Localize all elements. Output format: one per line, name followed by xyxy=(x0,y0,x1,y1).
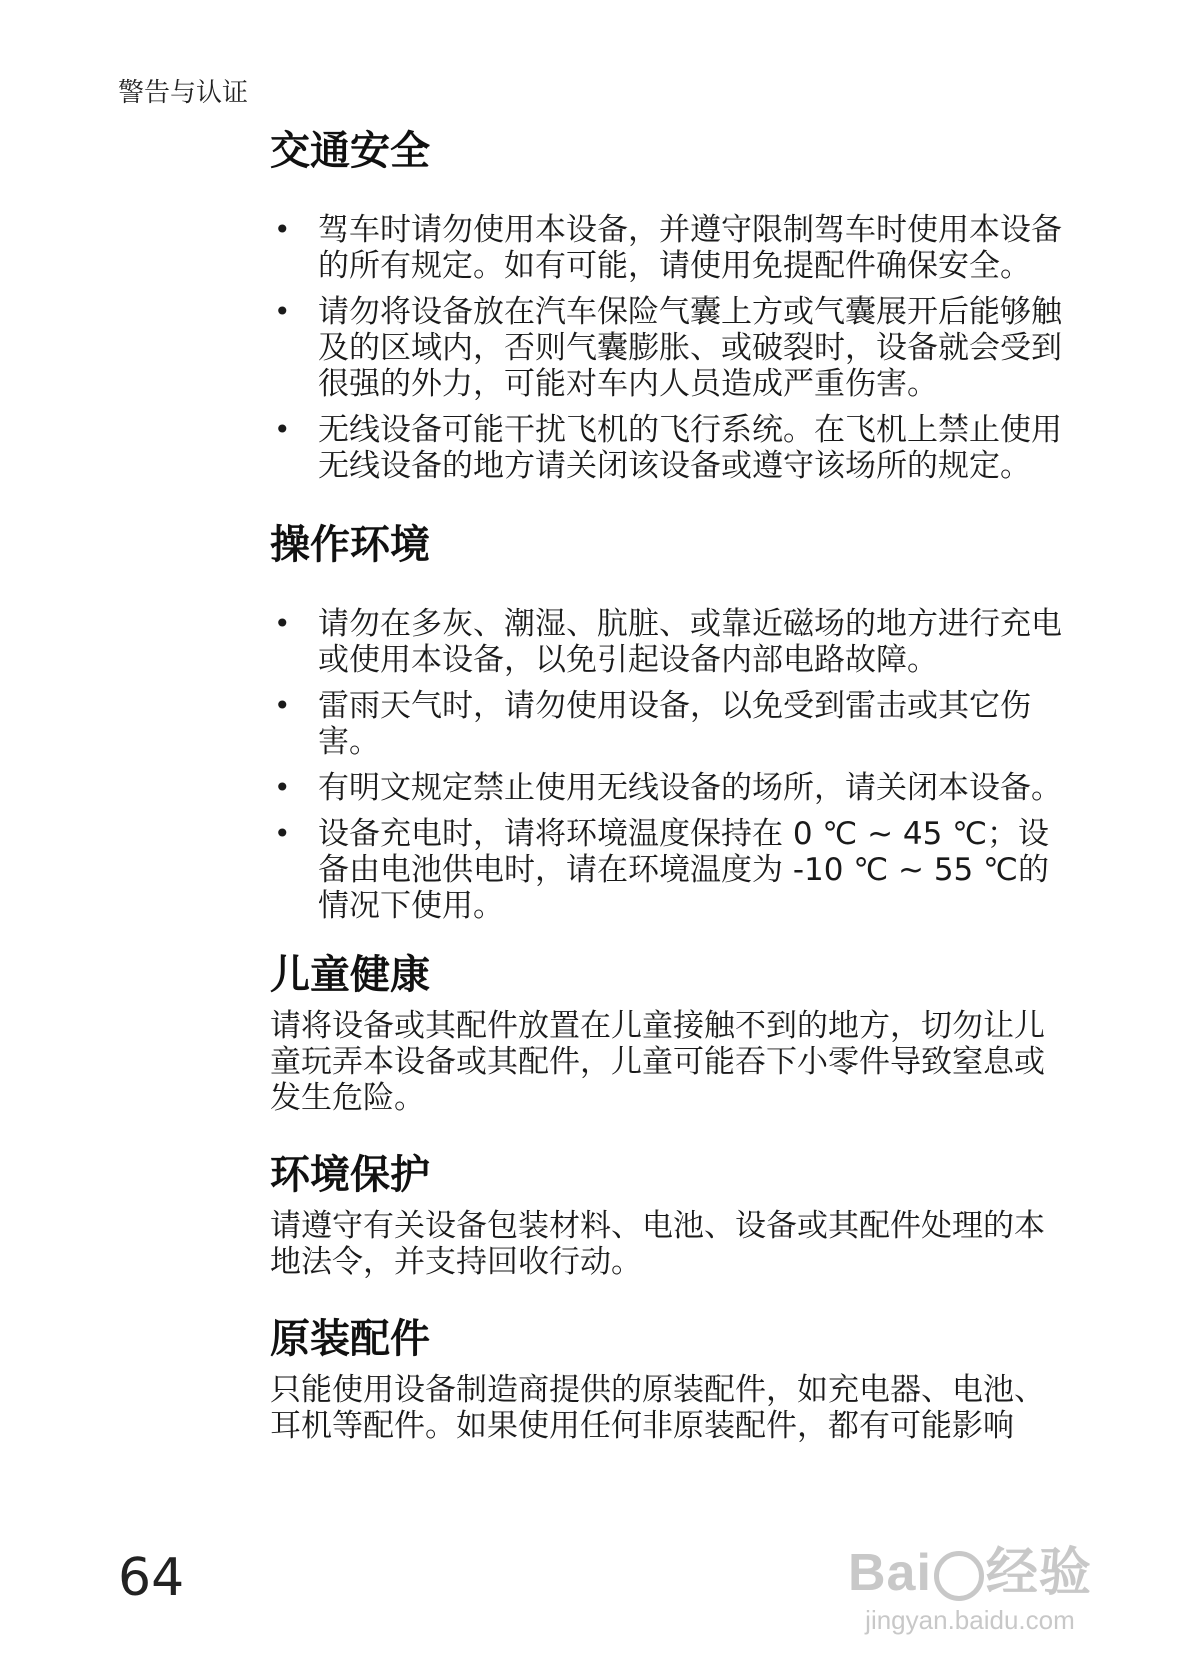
bullet-icon: • xyxy=(274,817,291,850)
section-operating-environment xyxy=(270,512,1070,924)
list-item xyxy=(270,816,1070,924)
list-item-text: 请勿将设备放在汽车保险气囊上方或气囊展开后能够触及的区域内，否则气囊膨胀、或破裂时，设备就会受到很强的外力，可能对车内人员造成严重伤害。 xyxy=(318,294,1062,402)
section-original-accessories xyxy=(270,1306,1070,1444)
section-title: 操作环境 xyxy=(270,522,430,568)
watermark-logo: Bai 经验 xyxy=(848,1544,1092,1602)
watermark-url: jingyan.baidu.com xyxy=(865,1605,1075,1635)
paw-icon xyxy=(934,1551,984,1601)
list-item-text: 有明文规定禁止使用无线设备的场所，请关闭本设备。 xyxy=(318,770,1062,806)
section-title: 环境保护 xyxy=(270,1152,430,1198)
page-number: 64 xyxy=(118,1548,185,1608)
section-environment-protection xyxy=(270,1142,1070,1280)
list-item xyxy=(270,212,1070,284)
bullet-icon: • xyxy=(274,295,291,328)
watermark xyxy=(848,1530,1092,1636)
bullet-icon: • xyxy=(274,213,291,246)
section-paragraph: 只能使用设备制造商提供的原装配件，如充电器、电池、耳机等配件。如果使用任何非原装配件，都有可能影响 xyxy=(270,1372,1045,1444)
list-item xyxy=(270,770,1070,806)
section-title: 儿童健康 xyxy=(270,952,430,998)
bullet-icon: • xyxy=(274,413,291,446)
section-title: 交通安全 xyxy=(270,128,430,174)
bullet-list xyxy=(270,606,1070,924)
list-item-text: 雷雨天气时，请勿使用设备，以免受到雷击或其它伤害。 xyxy=(318,688,1031,760)
bullet-icon: • xyxy=(274,771,291,804)
bullet-icon: • xyxy=(274,607,291,640)
list-item xyxy=(270,412,1070,484)
section-title: 原装配件 xyxy=(270,1316,430,1362)
section-paragraph: 请将设备或其配件放置在儿童接触不到的地方，切勿让儿童玩弄本设备或其配件，儿童可能吞下小零件导致窒息或发生危险。 xyxy=(270,1008,1045,1116)
document-body xyxy=(270,118,1070,1444)
bullet-icon: • xyxy=(274,689,291,722)
list-item xyxy=(270,688,1070,760)
list-item-text: 无线设备可能干扰飞机的飞行系统。在飞机上禁止使用无线设备的地方请关闭该设备或遵守该场所的规定。 xyxy=(318,412,1062,484)
section-child-health xyxy=(270,942,1070,1116)
list-item xyxy=(270,294,1070,402)
list-item xyxy=(270,606,1070,678)
bullet-list xyxy=(270,212,1070,484)
running-header: 警告与认证 xyxy=(118,78,249,108)
section-traffic-safety xyxy=(270,118,1070,484)
list-item-text: 驾车时请勿使用本设备，并遵守限制驾车时使用本设备的所有规定。如有可能，请使用免提配件确保安全。 xyxy=(318,212,1062,284)
list-item-text: 请勿在多灰、潮湿、肮脏、或靠近磁场的地方进行充电或使用本设备，以免引起设备内部电路故障。 xyxy=(318,606,1062,678)
list-item-text: 设备充电时，请将环境温度保持在 0 ℃ ~ 45 ℃；设备由电池供电时，请在环境温度为 -10 ℃ ~ 55 ℃的情况下使用。 xyxy=(318,816,1050,924)
section-paragraph: 请遵守有关设备包装材料、电池、设备或其配件处理的本地法令，并支持回收行动。 xyxy=(270,1208,1045,1280)
